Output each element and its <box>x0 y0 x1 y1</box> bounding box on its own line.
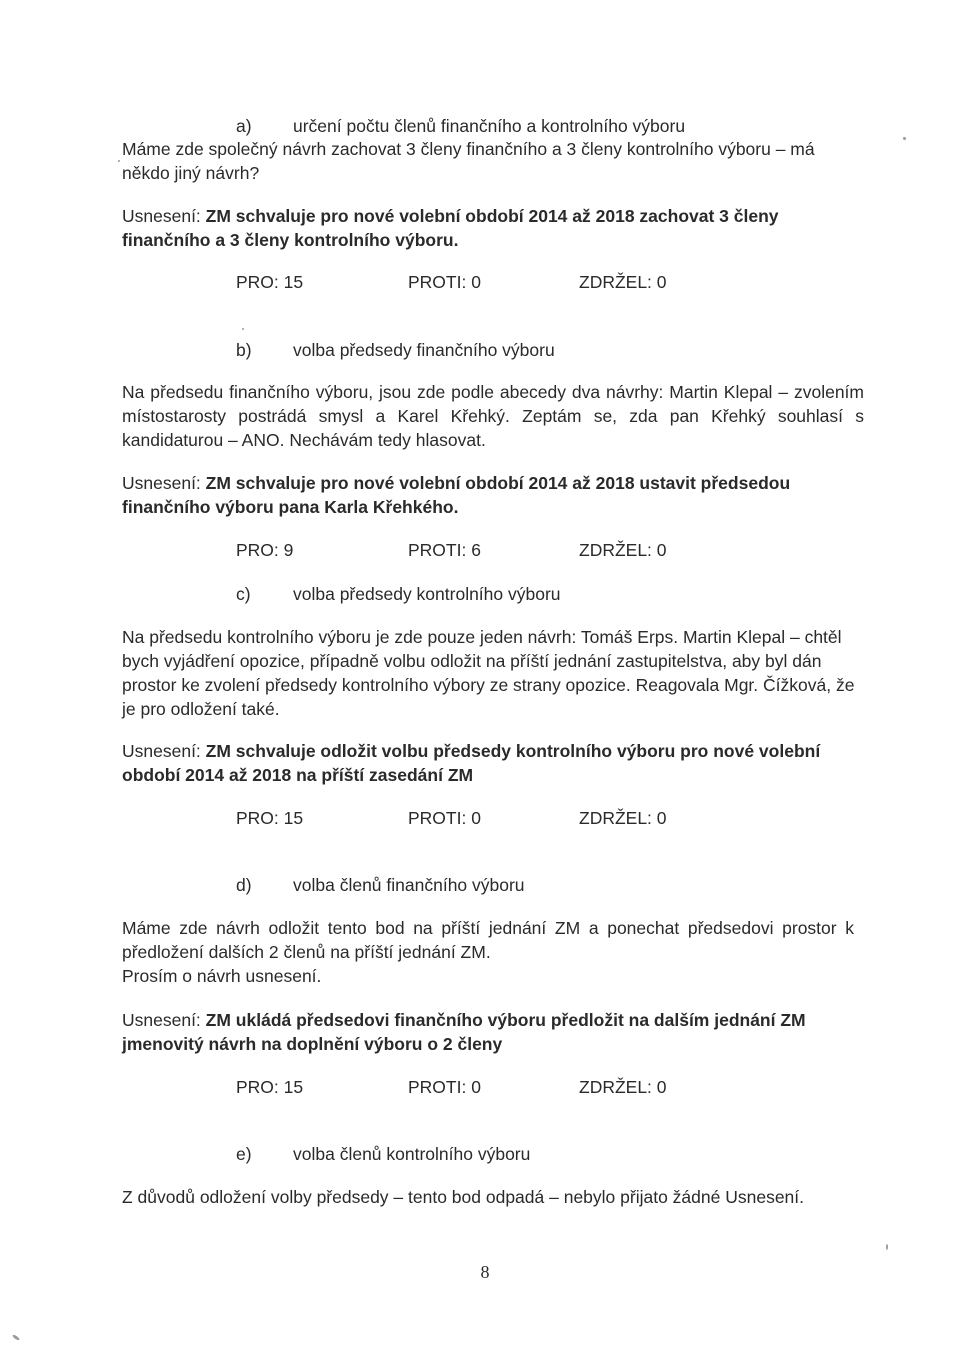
resolution-text: ZM schvaluje pro nové volební období 2014 až 2018 zachovat 3 členy finančního a 3 členy kontrolního výboru. <box>122 206 779 250</box>
vote-pro: PRO: 15 <box>236 1077 304 1097</box>
resolution-label: Usnesení: <box>122 473 201 493</box>
section-b-title: volba předsedy finančního výboru <box>293 340 555 360</box>
section-c-heading <box>236 582 836 606</box>
section-a-heading <box>236 114 836 138</box>
vote-proti: PROTI: 0 <box>408 808 481 828</box>
resolution-label: Usnesení: <box>122 741 201 761</box>
vote-pro: PRO: 15 <box>236 808 304 828</box>
section-a-text: Máme zde společný návrh zachovat 3 členy finančního a 3 členy kontrolního výboru – má někdo jiný návrh? <box>122 139 815 183</box>
section-e-letter: e) <box>236 1144 252 1164</box>
resolution-label: Usnesení: <box>122 1010 201 1030</box>
section-b-heading <box>236 338 836 362</box>
section-b-letter: b) <box>236 340 252 360</box>
section-a-resolution <box>122 204 862 252</box>
section-e-text: Z důvodů odložení volby předsedy – tento bod odpadá – nebylo přijato žádné Usnesení. <box>122 1187 805 1207</box>
resolution-label: Usnesení: <box>122 206 201 226</box>
section-d-title: volba členů finančního výboru <box>293 875 525 895</box>
section-a-title: určení počtu členů finančního a kontrolního výboru <box>293 116 686 136</box>
vote-zdrzel: ZDRŽEL: 0 <box>579 272 667 292</box>
scan-speck <box>242 328 244 330</box>
section-c-resolution <box>122 739 862 787</box>
scan-speck <box>886 1244 888 1250</box>
vote-zdrzel: ZDRŽEL: 0 <box>579 1077 667 1097</box>
vote-proti: PROTI: 6 <box>408 540 481 560</box>
resolution-text: ZM ukládá předsedovi finančního výboru předložit na dalším jednání ZM jmenovitý návrh na doplnění výboru o 2 členy <box>122 1010 806 1054</box>
resolution-text: ZM schvaluje odložit volbu předsedy kontrolního výboru pro nové volební období 2014 až 2018 na příští zasedání ZM <box>122 741 821 785</box>
vote-zdrzel: ZDRŽEL: 0 <box>579 808 667 828</box>
scan-speck <box>118 160 120 162</box>
scan-speck <box>903 137 906 140</box>
vote-pro: PRO: 9 <box>236 540 294 560</box>
scan-speck <box>12 1334 20 1341</box>
section-d-resolution <box>122 1008 842 1056</box>
vote-proti: PROTI: 0 <box>408 1077 481 1097</box>
vote-pro: PRO: 15 <box>236 272 304 292</box>
vote-zdrzel: ZDRŽEL: 0 <box>579 540 667 560</box>
section-d-text2: Prosím o návrh usnesení. <box>122 966 322 986</box>
resolution-text: ZM schvaluje pro nové volební období 2014 až 2018 ustavit předsedou finančního výboru pana Karla Křehkého. <box>122 473 791 517</box>
section-c-title: volba předsedy kontrolního výboru <box>293 584 561 604</box>
section-c-letter: c) <box>236 584 251 604</box>
page-number: 8 <box>480 1262 490 1282</box>
section-d-heading <box>236 873 836 897</box>
section-b-vote <box>236 538 856 562</box>
section-d-vote <box>236 1075 856 1099</box>
vote-proti: PROTI: 0 <box>408 272 481 292</box>
section-c-text: Na předsedu kontrolního výboru je zde pouze jeden návrh: Tomáš Erps. Martin Klepal – chtěl bych vyjádření opozice, případně volbu odložit na příští jednání zastupitelstva, aby byl dán prostor ke zvolení předsedy kontrolního výbory ze strany opozice. Reagovala Mgr. Čížková, že je pro odložení také. <box>122 627 855 719</box>
section-a-letter: a) <box>236 116 252 136</box>
section-d-letter: d) <box>236 875 252 895</box>
section-b-text: Na předsedu finančního výboru, jsou zde podle abecedy dva návrhy: Martin Klepal – zvolením místostarosty postrádá smysl a Karel Křehký. Zeptám se, zda pan Křehký souhlasí s kandidaturou – ANO. Nechávám tedy hlasovat. <box>122 382 864 450</box>
section-e-title: volba členů kontrolního výboru <box>293 1144 531 1164</box>
section-b-resolution <box>122 471 862 519</box>
section-c-vote <box>236 806 856 830</box>
section-d-text: Máme zde návrh odložit tento bod na příští jednání ZM a ponechat předsedovi prostor k předložení dalších 2 členů na příští jednání ZM. <box>122 918 854 962</box>
section-e-heading <box>236 1142 836 1166</box>
section-a-vote <box>236 270 856 294</box>
